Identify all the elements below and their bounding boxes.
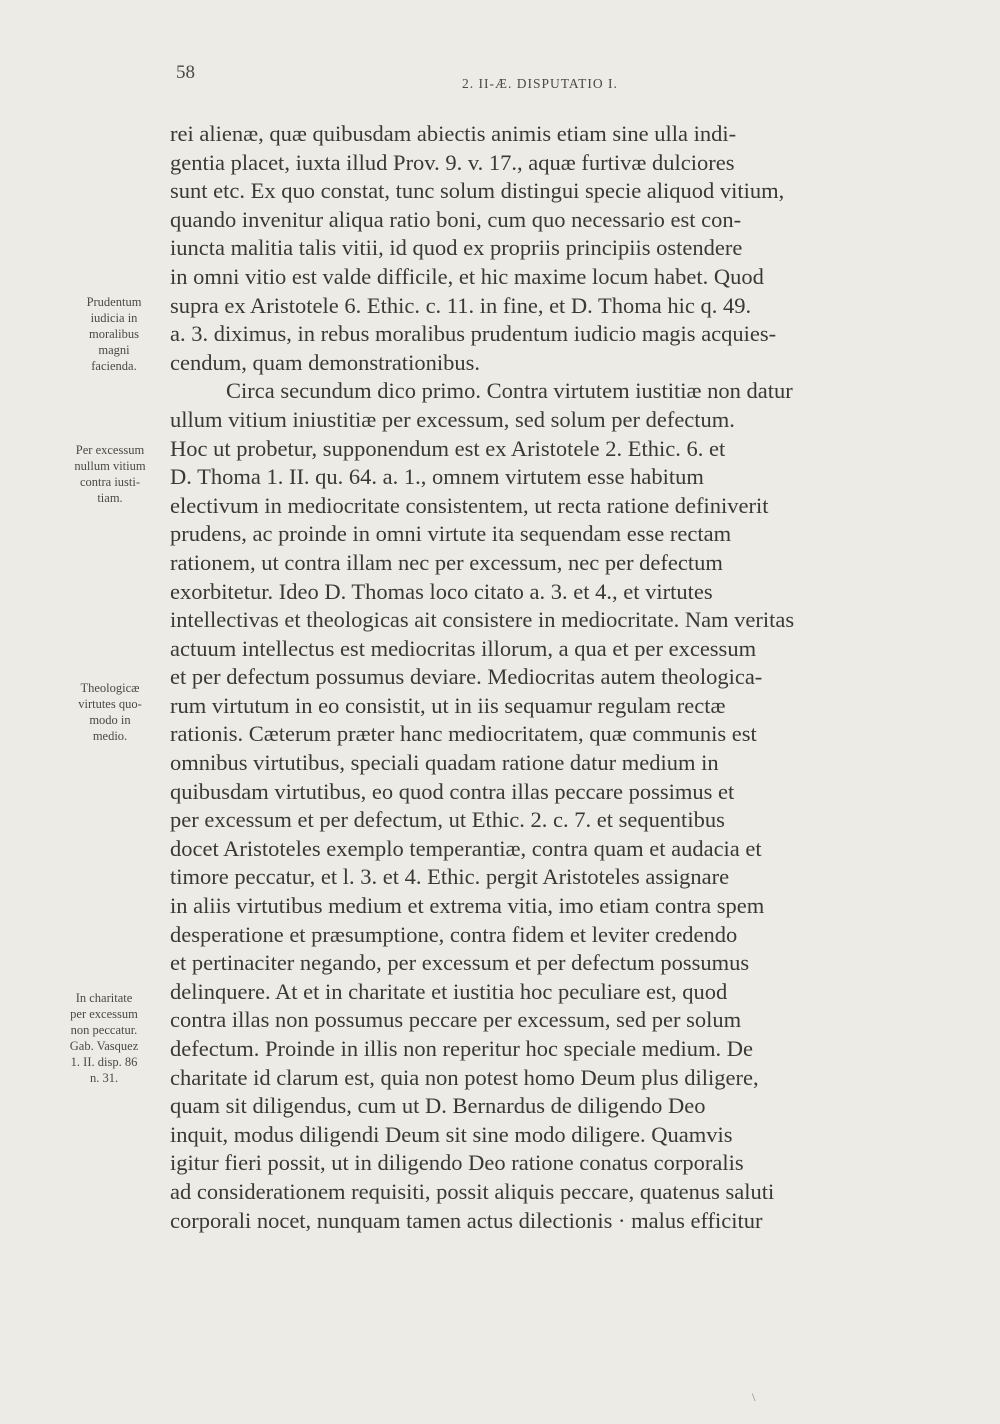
text-line: prudens, ac proinde in omni virtute ita sequendam esse rectam: [170, 521, 732, 547]
margin-note: [56, 680, 164, 744]
text-line: omnibus virtutibus, speciali quadam ratione datur medium in: [170, 750, 719, 776]
margin-note-line: Theologicæ: [80, 681, 140, 695]
text-line: ad considerationem requisiti, possit aliquis peccare, quatenus saluti: [170, 1178, 775, 1204]
text-line: actuum intellectus est mediocritas illorum, a qua et per excessum: [170, 635, 757, 661]
margin-note-line: modo in: [89, 713, 131, 727]
text-line: desperatione et præsumptione, contra fidem et leviter credendo: [170, 921, 738, 947]
page-number: 58: [176, 62, 195, 83]
margin-note-line: facienda.: [91, 359, 137, 373]
margin-note-line: n. 31.: [89, 1071, 119, 1085]
margin-note-line: virtutes quo-: [78, 697, 142, 711]
page-mark: \: [752, 1390, 756, 1404]
text-line: et pertinaciter negando, per excessum et per defectum possumus: [170, 950, 750, 976]
body-text: [170, 120, 922, 1235]
text-line: rationem, ut contra illam nec per excessum, nec per defectum: [170, 549, 723, 575]
margin-note-line: per excessum: [70, 1007, 138, 1021]
text-line: D. Thoma 1. II. qu. 64. a. 1., omnem virtutem esse habitum: [170, 464, 704, 490]
text-line: quando invenitur aliqua ratio boni, cum quo necessario est con-: [170, 206, 742, 232]
text-line: cendum, quam demonstrationibus.: [170, 349, 480, 375]
margin-note-line: Gab. Vasquez: [69, 1039, 139, 1053]
running-head: 2. II-Æ. DISPUTATIO I.: [462, 76, 618, 91]
text-line: electivum in mediocritate consistentem, ut recta ratione definiverit: [170, 492, 769, 518]
margin-note-line: Per excessum: [75, 443, 145, 457]
text-line: quibusdam virtutibus, eo quod contra illas peccare possimus et: [170, 778, 735, 804]
margin-note-line: medio.: [92, 729, 128, 743]
text-line: Circa secundum dico primo. Contra virtutem iustitiæ non datur: [226, 378, 793, 404]
text-line: in aliis virtutibus medium et extrema vitia, imo etiam contra spem: [170, 893, 765, 919]
text-line: rei alienæ, quæ quibusdam abiectis animis etiam sine ulla indi-: [170, 121, 737, 146]
text-line: docet Aristoteles exemplo temperantiæ, contra quam et audacia et: [170, 835, 762, 861]
margin-note: [50, 990, 158, 1086]
text-line: rum virtutum in eo consistit, ut in iis sequamur regulam rectæ: [170, 692, 726, 718]
margin-note-line: tiam.: [97, 491, 123, 505]
text-line: a. 3. diximus, in rebus moralibus prudentum iudicio magis acquies-: [170, 321, 777, 347]
margin-note-line: In charitate: [75, 991, 133, 1005]
text-line: in omni vitio est valde difficile, et hic maxime locum habet. Quod: [170, 263, 764, 289]
margin-note-line: 1. II. disp. 86: [70, 1055, 138, 1069]
margin-note: [60, 294, 168, 374]
text-line: charitate id clarum est, quia non potest homo Deum plus diligere,: [170, 1064, 759, 1090]
text-line: per excessum et per defectum, ut Ethic. 2. c. 7. et sequentibus: [170, 807, 725, 833]
text-line: quam sit diligendus, cum ut D. Bernardus de diligendo Deo: [170, 1093, 706, 1119]
text-line: igitur fieri possit, ut in diligendo Deo ratione conatus corporalis: [170, 1150, 744, 1176]
margin-note: [56, 442, 164, 506]
text-line: gentia placet, iuxta illud Prov. 9. v. 17., aquæ furtivæ dulciores: [170, 149, 735, 175]
margin-note-line: nullum vitium: [74, 459, 146, 473]
text-line: corporali nocet, nunquam tamen actus dilectionis · malus efficitur: [170, 1207, 763, 1233]
margin-note-line: moralibus: [89, 327, 139, 341]
text-line: sunt etc. Ex quo constat, tunc solum distingui specie aliquod vitium,: [170, 178, 785, 204]
text-line: inquit, modus diligendi Deum sit sine modo diligere. Quamvis: [170, 1121, 733, 1147]
text-line: contra illas non possumus peccare per excessum, sed per solum: [170, 1007, 742, 1033]
text-line: Hoc ut probetur, supponendum est ex Aristotele 2. Ethic. 6. et: [170, 435, 726, 461]
margin-note-line: contra iusti-: [79, 475, 141, 489]
text-line: timore peccatur, et l. 3. et 4. Ethic. pergit Aristoteles assignare: [170, 864, 730, 890]
text-line: intellectivas et theologicas ait consistere in mediocritate. Nam veritas: [170, 607, 795, 633]
margin-note-line: Prudentum: [86, 295, 142, 309]
text-line: ullum vitium iniustitiæ per excessum, sed solum per defectum.: [170, 406, 735, 432]
margin-note-line: non peccatur.: [70, 1023, 138, 1037]
text-line: iuncta malitia talis vitii, id quod ex propriis principiis ostendere: [170, 235, 743, 261]
text-line: supra ex Aristotele 6. Ethic. c. 11. in fine, et D. Thoma hic q. 49.: [170, 292, 752, 318]
text-line: defectum. Proinde in illis non reperitur hoc speciale medium. De: [170, 1036, 753, 1061]
text-line: exorbitetur. Ideo D. Thomas loco citato a. 3. et 4., et virtutes: [170, 578, 713, 604]
margin-note-line: iudicia in: [90, 311, 138, 325]
margin-note-line: magni: [98, 343, 130, 357]
text-line: rationis. Cæterum præter hanc mediocritatem, quæ communis est: [170, 721, 757, 747]
text-line: et per defectum possumus deviare. Mediocritas autem theologica-: [170, 664, 763, 690]
text-line: delinquere. At et in charitate et iustitia hoc peculiare est, quod: [170, 978, 728, 1004]
